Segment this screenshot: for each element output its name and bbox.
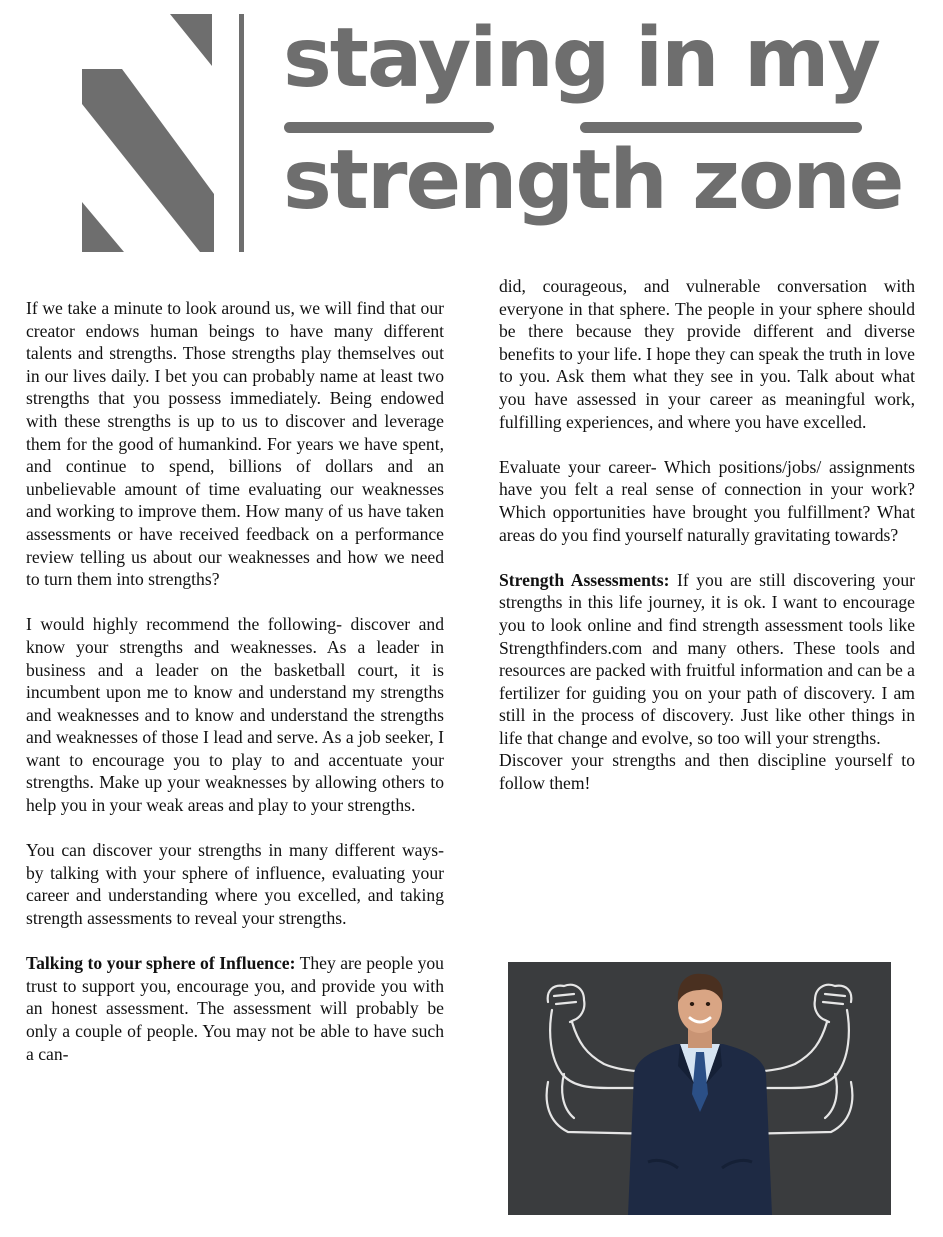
paragraph-body: If you are still discovering your strengths in this life journey, it is ok. I want to encourage you to look online and find strength assessment tools like Strengthfinders.com and many others. These tools and resources are packed with fruitful information and can be a fertilizer for guiding you on your path of discovery. I am still in the process of discovery. Just like other things in life that change and evolve, so too will your strengths. [499, 569, 915, 748]
title-line-2: strength zone [283, 133, 903, 228]
title-line-1: staying in my [283, 11, 879, 106]
title-underline-left [284, 122, 494, 133]
left-column [26, 297, 444, 1065]
paragraph: did, courageous, and vulnerable conversation with everyone in that sphere. The people in your sphere should be there because they provide different and diverse benefits to your life. I hope they can speak the truth in love to you. Ask them what they see in you. Talk about what you have assessed in your career as meaningful work, fulfilling experiences, and where you have excelled. [499, 276, 915, 432]
paragraph: I would highly recommend the following- discover and know your strengths and weaknesses. As a leader in business and a leader on the basketball court, it is incumbent upon me to know and understand my strengths and weaknesses and to know and understand the strengths and weaknesses of those I lead and serve. As a job seeker, I want to encourage you to play to and accentuate your strengths. Make up your weaknesses by allowing others to help you in your weak areas and play to your strengths. [26, 614, 444, 816]
paragraph: You can discover your strengths in many different ways- by talking with your sphere of influence, evaluating your career and understanding where you excelled, and taking strength assessments to reveal your strengths. [26, 840, 444, 929]
paragraph-heading: Strength Assessments: [499, 569, 670, 590]
paragraph: Evaluate your career- Which positions/jobs/ assignments have you felt a real sense of connection in your work? Which opportunities have brought you fulfillment? What areas do you find yourself naturally gravitating towards? [499, 456, 915, 545]
businessman-with-chalk-muscle-arms-icon [508, 962, 891, 1215]
paragraph-body: They are people you trust to support you, encourage you, and provide you with an honest assessment. The assessment will probably be only a couple of people. You may not be able to have such a can- [26, 953, 444, 1064]
paragraph: If we take a minute to look around us, we will find that our creator endows human beings to have many different talents and strengths. Those strengths play themselves out in our lives daily. I bet you can probably name at least two strengths that you possess immediately. Being endowed with these strengths is up to us to discover and leverage them for the good of humankind. For years we have spent, and continue to spend, billions of dollars and an unbelievable amount of time evaluating our weaknesses and working to improve them. How many of us have taken assessments or have received feedback on a performance review telling us about our weaknesses and how we need to turn them into strengths? [26, 298, 444, 590]
s-monogram-logo-icon [82, 14, 214, 252]
masthead [0, 0, 943, 260]
title-underline-right [580, 122, 862, 133]
paragraph-sphere [26, 952, 444, 1065]
closing-line: Discover your strengths and then discipline yourself to follow them! [499, 750, 915, 794]
right-column [499, 275, 915, 795]
paragraph-heading: Talking to your sphere of Influence: [26, 953, 296, 974]
paragraph-assessments [499, 569, 915, 750]
masthead-divider [239, 14, 245, 252]
